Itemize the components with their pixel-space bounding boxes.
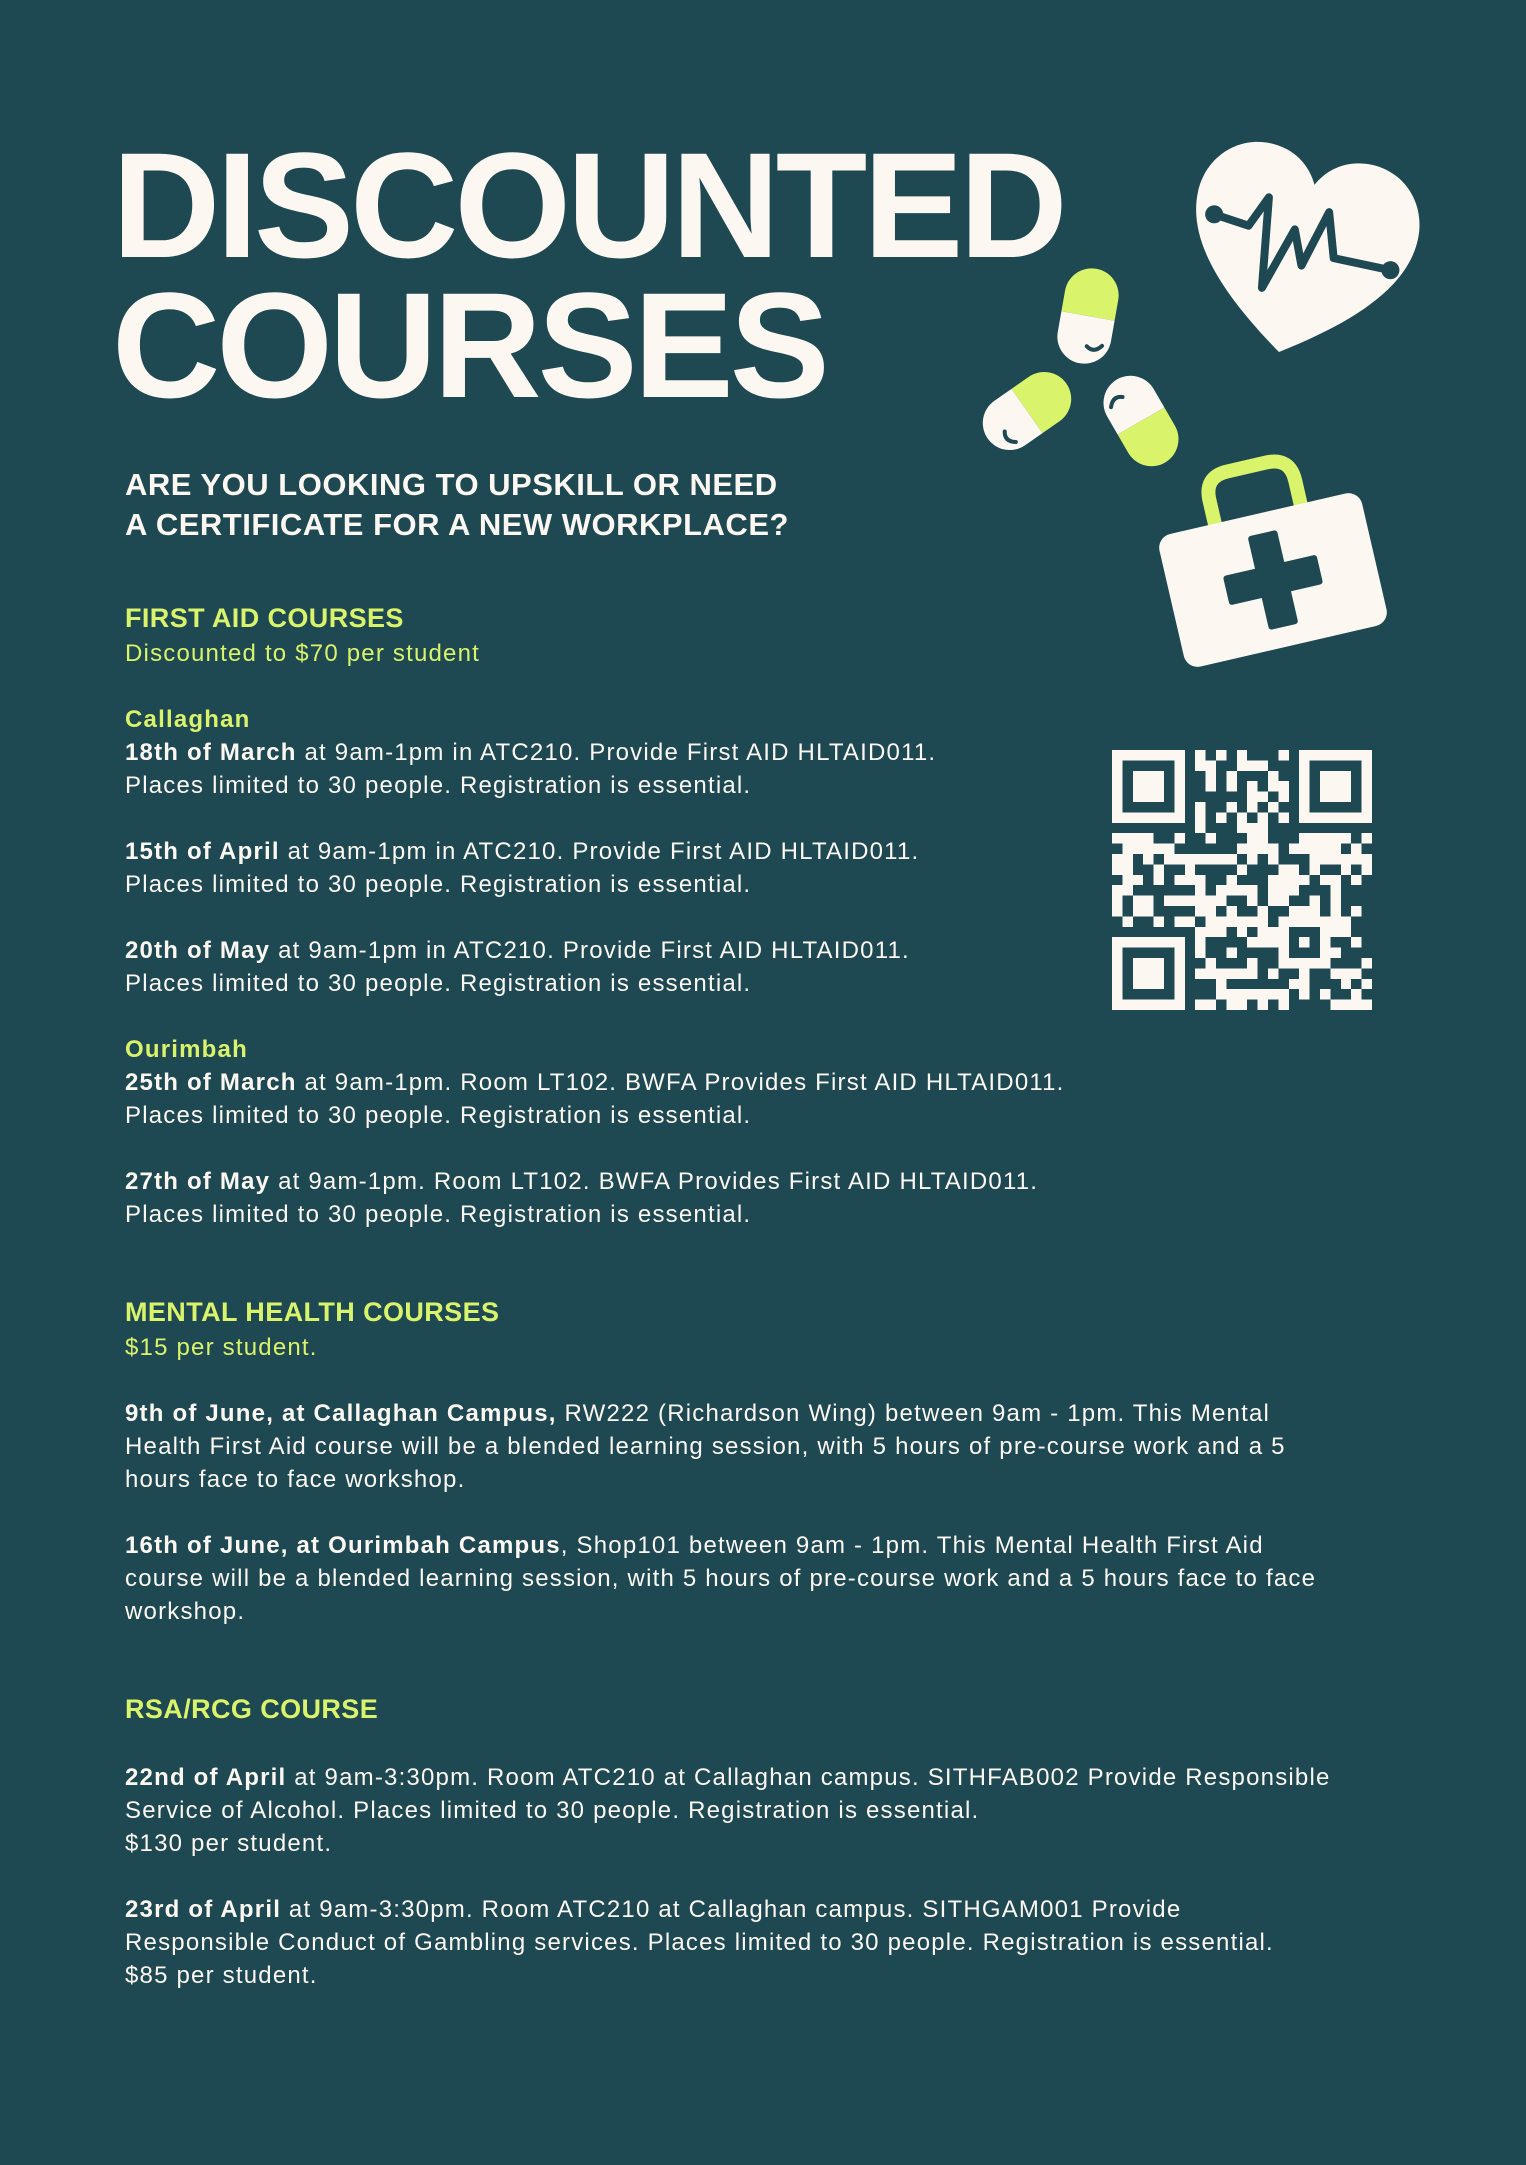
- session-entry: [125, 1529, 1485, 1628]
- session-date: 22nd of April: [125, 1764, 287, 1791]
- qr-code: [1112, 750, 1372, 1010]
- session-details: at 9am-1pm in ATC210. Provide First AID HLTAID011. Places limited to 30 people. Registration is essential.: [125, 838, 920, 898]
- session-details: at 9am-3:30pm. Room ATC210 at Callaghan campus. SITHGAM001 Provide Responsible Conduct of Gambling services. Places limited to 30 people. Registration is essential. $85 per student.: [125, 1896, 1274, 1989]
- page-title: [112, 121, 1064, 429]
- first-aid-kit-icon: [1146, 444, 1390, 670]
- session-details: , Shop101 between 9am - 1pm. This Mental Health First Aid course will be a blended learning session, with 5 hours of pre-course work and a 5 hours face to face workshop.: [125, 1532, 1317, 1625]
- capsule-icon: [1094, 366, 1189, 476]
- session-entry: [125, 1397, 1485, 1496]
- session-date: 16th of June, at Ourimbah Campus: [125, 1532, 561, 1559]
- session-entry: [125, 1893, 1485, 1992]
- session-entry: [125, 1066, 1485, 1132]
- location-name: Callaghan: [125, 706, 251, 733]
- session-entry: [125, 1761, 1485, 1860]
- first-aid-price: Discounted to $70 per student: [125, 640, 481, 667]
- session-details: RW222 (Richardson Wing) between 9am - 1pm. This Mental Health First Aid course will be a blended learning session, with 5 hours of pre-course work and a 5 hours face to face workshop.: [125, 1400, 1286, 1493]
- session-entry: [125, 1165, 1485, 1231]
- rsa-rcg-section: [125, 1691, 1485, 1992]
- qr-modules: [1112, 750, 1372, 1010]
- mental-health-section: [125, 1294, 1485, 1628]
- subtitle-line-2: A CERTIFICATE FOR A NEW WORKPLACE?: [125, 507, 789, 542]
- session-details: at 9am-1pm. Room LT102. BWFA Provides First AID HLTAID011. Places limited to 30 people. Registration is essential.: [125, 1069, 1065, 1129]
- mental-health-price: $15 per student.: [125, 1334, 318, 1361]
- location-ourimbah: [125, 1033, 1485, 1231]
- session-date: 18th of March: [125, 739, 297, 766]
- subtitle-line-1: ARE YOU LOOKING TO UPSKILL OR NEED: [125, 467, 778, 502]
- session-details: at 9am-1pm in ATC210. Provide First AID HLTAID011. Places limited to 30 people. Registration is essential.: [125, 937, 910, 997]
- title-line-2: COURSES: [112, 261, 826, 429]
- location-name: Ourimbah: [125, 1036, 248, 1063]
- session-date: 23rd of April: [125, 1896, 282, 1923]
- session-details: at 9am-1pm in ATC210. Provide First AID HLTAID011. Places limited to 30 people. Registration is essential.: [125, 739, 937, 799]
- session-details: at 9am-1pm. Room LT102. BWFA Provides First AID HLTAID011. Places limited to 30 people. Registration is essential.: [125, 1168, 1039, 1228]
- session-date: 9th of June, at Callaghan Campus,: [125, 1400, 557, 1427]
- session-date: 20th of May: [125, 937, 271, 964]
- title-line-1: DISCOUNTED: [112, 121, 1064, 289]
- mental-health-heading: MENTAL HEALTH COURSES: [125, 1297, 500, 1327]
- medical-illustrations: [960, 100, 1500, 700]
- capsule-icon: [972, 361, 1082, 460]
- first-aid-heading: FIRST AID COURSES: [125, 603, 404, 633]
- capsule-icon: [1053, 264, 1123, 368]
- subtitle: [125, 465, 789, 545]
- rsa-rcg-heading: RSA/RCG COURSE: [125, 1694, 379, 1724]
- session-date: 27th of May: [125, 1168, 271, 1195]
- session-date: 15th of April: [125, 838, 280, 865]
- session-details: at 9am-3:30pm. Room ATC210 at Callaghan campus. SITHFAB002 Provide Responsible Service of Alcohol. Places limited to 30 people. Registration is essential. $130 per student.: [125, 1764, 1331, 1857]
- heart-icon: [1169, 131, 1431, 376]
- session-date: 25th of March: [125, 1069, 297, 1096]
